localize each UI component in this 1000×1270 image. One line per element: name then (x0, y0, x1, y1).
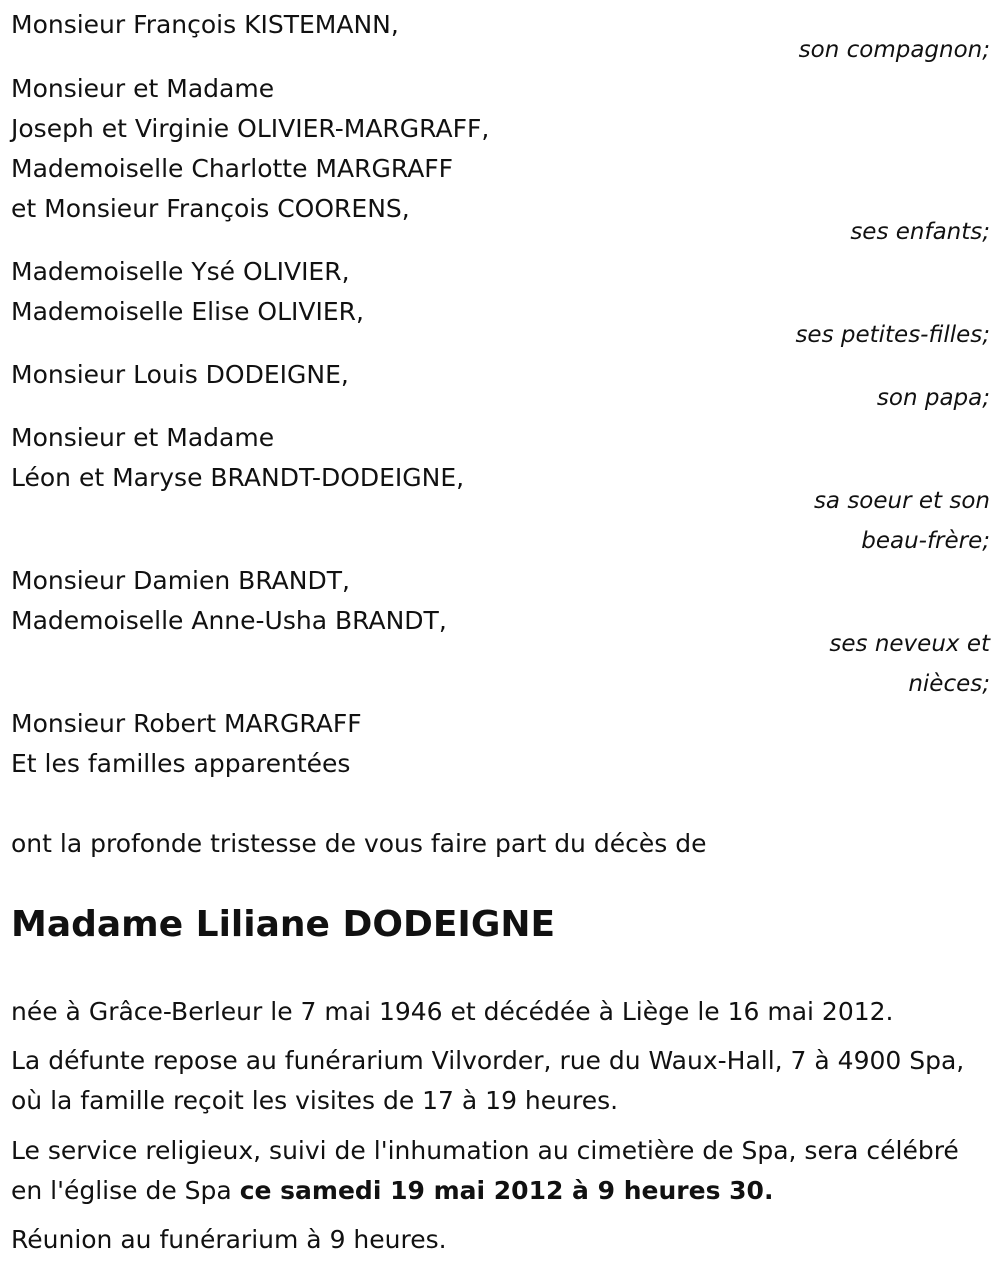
funeral-home-text: La défunte repose au funérarium Vilvorder, rue du Waux-Hall, 7 à 4900 Spa, où la famille reçoit les visites de 17 à 19 heures. (11, 1046, 965, 1115)
family-line: Monsieur François KISTEMANN, (11, 10, 399, 39)
relation-label: son papa; (876, 385, 990, 411)
family-line: Mademoiselle Ysé OLIVIER, (11, 257, 350, 286)
relation-label: beau-frère; (861, 528, 990, 554)
relation-label: ses neveux et (829, 631, 990, 657)
family-line: Mademoiselle Anne-Usha BRANDT, (11, 606, 447, 635)
service-datetime: ce samedi 19 mai 2012 à 9 heures 30. (239, 1176, 774, 1205)
relation-label: ses enfants; (850, 219, 990, 245)
family-line: Léon et Maryse BRANDT-DODEIGNE, (11, 463, 465, 492)
relation-label: sa soeur et son (813, 488, 990, 514)
service-text (11, 1131, 991, 1211)
relation-label: ses petites-filles; (795, 322, 990, 348)
announcement-text: ont la profonde tristesse de vous faire part du décès de (11, 829, 707, 858)
family-line: Monsieur Louis DODEIGNE, (11, 360, 349, 389)
family-line: Mademoiselle Charlotte MARGRAFF (11, 154, 454, 183)
service-text-plain: Le service religieux, suivi de l'inhumation au cimetière de Spa, sera célébré en l'église de Spa (11, 1136, 959, 1205)
family-line: Monsieur Robert MARGRAFF (11, 709, 362, 738)
family-line: Et les familles apparentées (11, 749, 351, 778)
family-line: Mademoiselle Elise OLIVIER, (11, 297, 364, 326)
relation-label: son compagnon; (798, 37, 990, 63)
deceased-name: Madame Liliane DODEIGNE (11, 904, 556, 945)
relation-label: nièces; (908, 671, 990, 697)
meeting-text: Réunion au funérarium à 9 heures. (11, 1225, 447, 1254)
family-line: et Monsieur François COORENS, (11, 194, 410, 223)
family-line: Monsieur et Madame (11, 423, 275, 452)
family-line: Monsieur et Madame (11, 74, 275, 103)
family-line: Monsieur Damien BRANDT, (11, 566, 350, 595)
birth-death-text: née à Grâce-Berleur le 7 mai 1946 et décédée à Liège le 16 mai 2012. (11, 997, 894, 1026)
family-line: Joseph et Virginie OLIVIER-MARGRAFF, (11, 114, 490, 143)
